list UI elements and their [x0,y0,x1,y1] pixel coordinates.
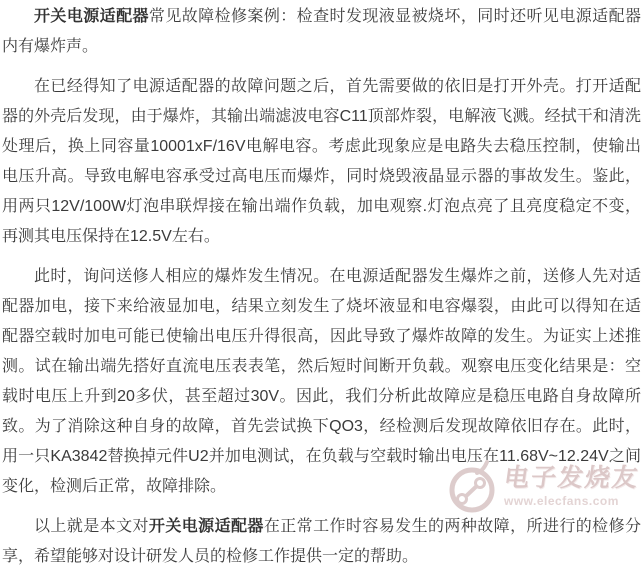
paragraph-text: 在已经得知了电源适配器的故障问题之后，首先需要做的依旧是打开外壳。打开适配器的外壳后发现，由于爆炸，其输出端滤波电容C11顶部炸裂，电解液飞溅。经拭干和清洗处理后，换上同容量10001xF/16V电解电容。考虑此现象应是电路失去稳压控制，使输出电压升高。导致电解电容承受过高电压而爆炸，同时烧毁液晶显示器的事故发生。鉴此，用两只12V/100W灯泡串联焊接在输出端作负载，加电观察.灯泡点亮了且亮度稳定不变，再测其电压保持在12.5V左右。 [2,78,641,245]
paragraph-inspection [2,72,641,252]
paragraph-text: 常见故障检修案例：检查时发现液显被烧坏，同时还听见电源适配器内有爆炸声。 [2,8,641,55]
bold-term-switching-adapter: 开关电源适配器 [34,8,149,25]
paragraph-analysis [2,262,641,502]
paragraph-text: 在正常工作时容易发生的两种故障，所进行的检修分享，希望能够对设计研发人员的检修工作提供一定的帮助。 [2,518,641,565]
paragraph-text: 以上就是本文对 [34,518,149,535]
watermark-brand: 电子发烧友 [502,463,642,492]
watermark-url: www.elecfans.com [503,493,619,508]
paragraph-conclusion [2,512,641,572]
bold-term-switching-adapter: 开关电源适配器 [148,518,264,535]
paragraph-text: 此时，询问送修人相应的爆炸发生情况。在电源适配器发生爆炸之前，送修人先对适配器加电，接下来给液显加电，结果立刻发生了烧坏液显和电容爆裂，由此可以得知在适配器空载时加电可能已使输出电压升得很高，因此导致了爆炸故障的发生。为证实上述推测。试在输出端先搭好直流电压表表笔，然后短时间断开负载。观察电压变化结果是：空载时电压上升到20多伏，甚至超过30V。因此，我们分析此故障应是稳压电路自身故障所致。为了消除这种自身的故障，首先尝试换下QO3，经检测后发现故障依旧存在。此时，用一只KA3842替换掉元件U2并加电测试，在负载与空载时输出电压在11.68V~12.24V之间变化，检测后正常，故障排除。 [2,268,641,495]
paragraph-intro [2,2,641,62]
